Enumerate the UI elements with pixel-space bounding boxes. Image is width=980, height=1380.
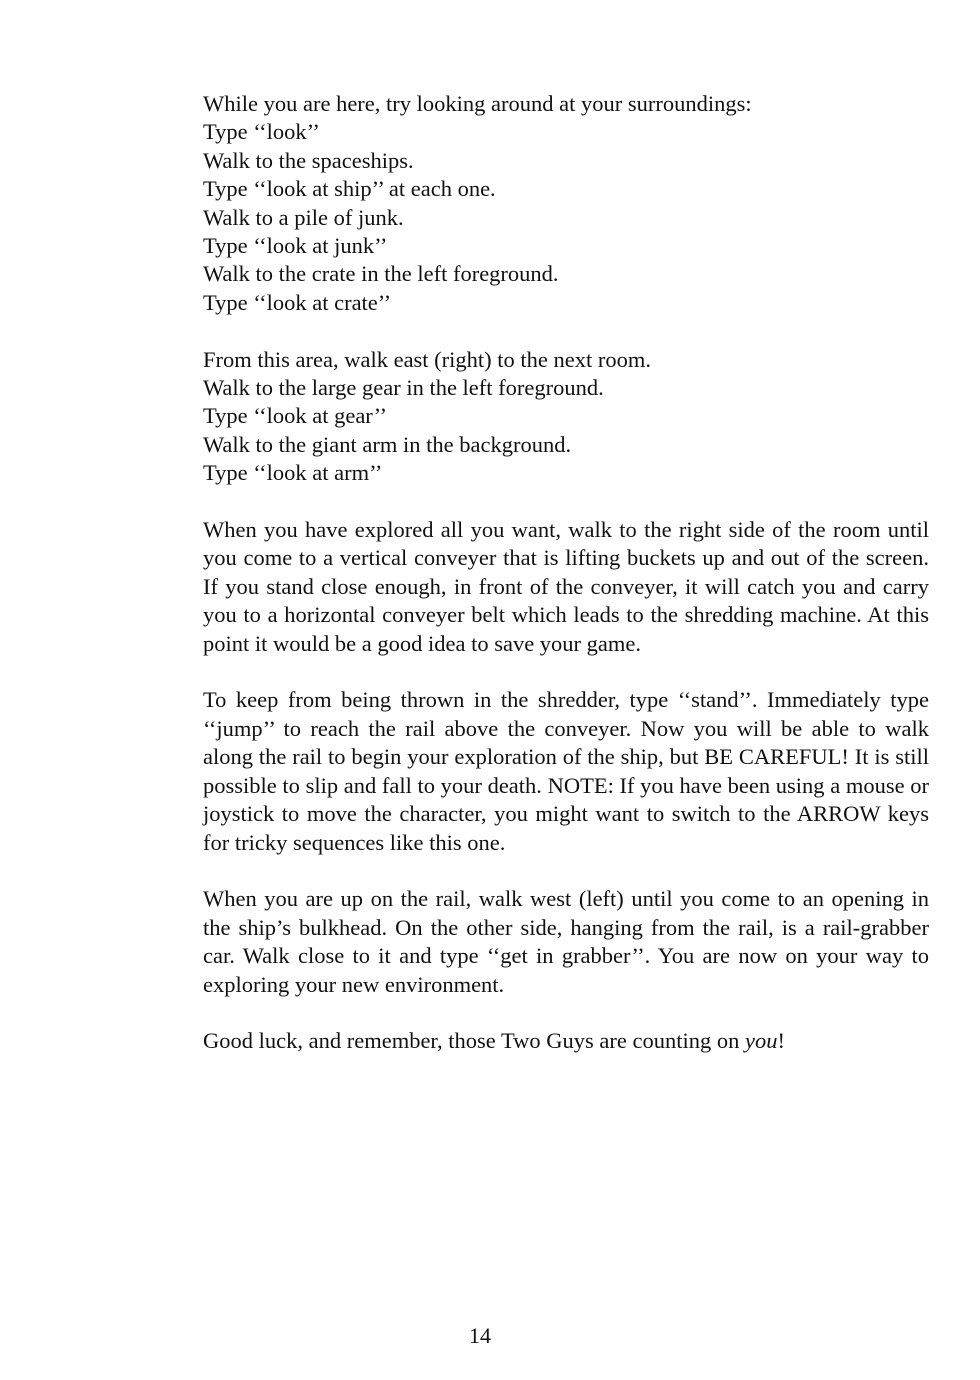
closing-emphasis: you [745,1028,778,1054]
page-body [203,90,929,1056]
instruction-line: Walk to the crate in the left foreground. [203,261,559,287]
instruction-line: Walk to the spaceships. [203,147,414,173]
instruction-line: Type ‘‘look at crate’’ [203,289,392,315]
instruction-line: Type ‘‘look’’ [203,119,320,145]
closing-punctuation: ! [777,1028,785,1054]
instruction-line: Walk to the giant arm in the background. [203,431,572,457]
closing-line [203,1027,929,1055]
instruction-line: While you are here, try looking around at your surroundings: [203,91,752,116]
instruction-line: Type ‘‘look at ship’’ at each one. [203,176,496,202]
instruction-line: Type ‘‘look at junk’’ [203,233,388,259]
paragraph-gap [203,857,929,885]
page-number: 14 [469,1323,491,1348]
shredder-paragraph: To keep from being thrown in the shredder, type ‘‘stand’’. Immediately type ‘‘jump’’ to reach the rail above the conveyer. Now you will be able to walk along the rail to begin your exploration of the ship, but BE CAREFUL! It is still possible to slip and fall to your death. NOTE: If you have been using a mouse or joystick to move the character, you might want to switch to the ARROW keys for tricky sequences like this one. [203,687,929,855]
instruction-line: Walk to a pile of junk. [203,204,404,230]
rail-paragraph: When you are up on the rail, walk west (left) until you come to an opening in the ship’s bulkhead. On the other side, hanging from the rail, is a rail-grabber car. Walk close to it and type ‘‘get in grabber’’. You are now on your way to exploring your new environment. [203,886,929,997]
second-room-instructions [203,346,929,488]
intro-instructions [203,90,929,317]
instruction-line: Type ‘‘look at gear’’ [203,403,387,429]
closing-text: Good luck, and remember, those Two Guys are counting on [203,1028,745,1054]
conveyer-paragraph: When you have explored all you want, walk to the right side of the room until you come to a vertical conveyer that is lifting buckets up and out of the screen. If you stand close enough, in front of the conveyer, it will catch you and carry you to a horizontal conveyer belt which leads to the shredding machine. At this point it would be a good idea to save your game. [203,517,929,656]
paragraph-gap [203,317,929,345]
instruction-line: From this area, walk east (right) to the next room. [203,346,652,372]
paragraph-gap [203,658,929,686]
paragraph-gap [203,999,929,1027]
paragraph-gap [203,488,929,516]
instruction-line: Walk to the large gear in the left foreground. [203,375,604,401]
instruction-line: Type ‘‘look at arm’’ [203,460,383,486]
